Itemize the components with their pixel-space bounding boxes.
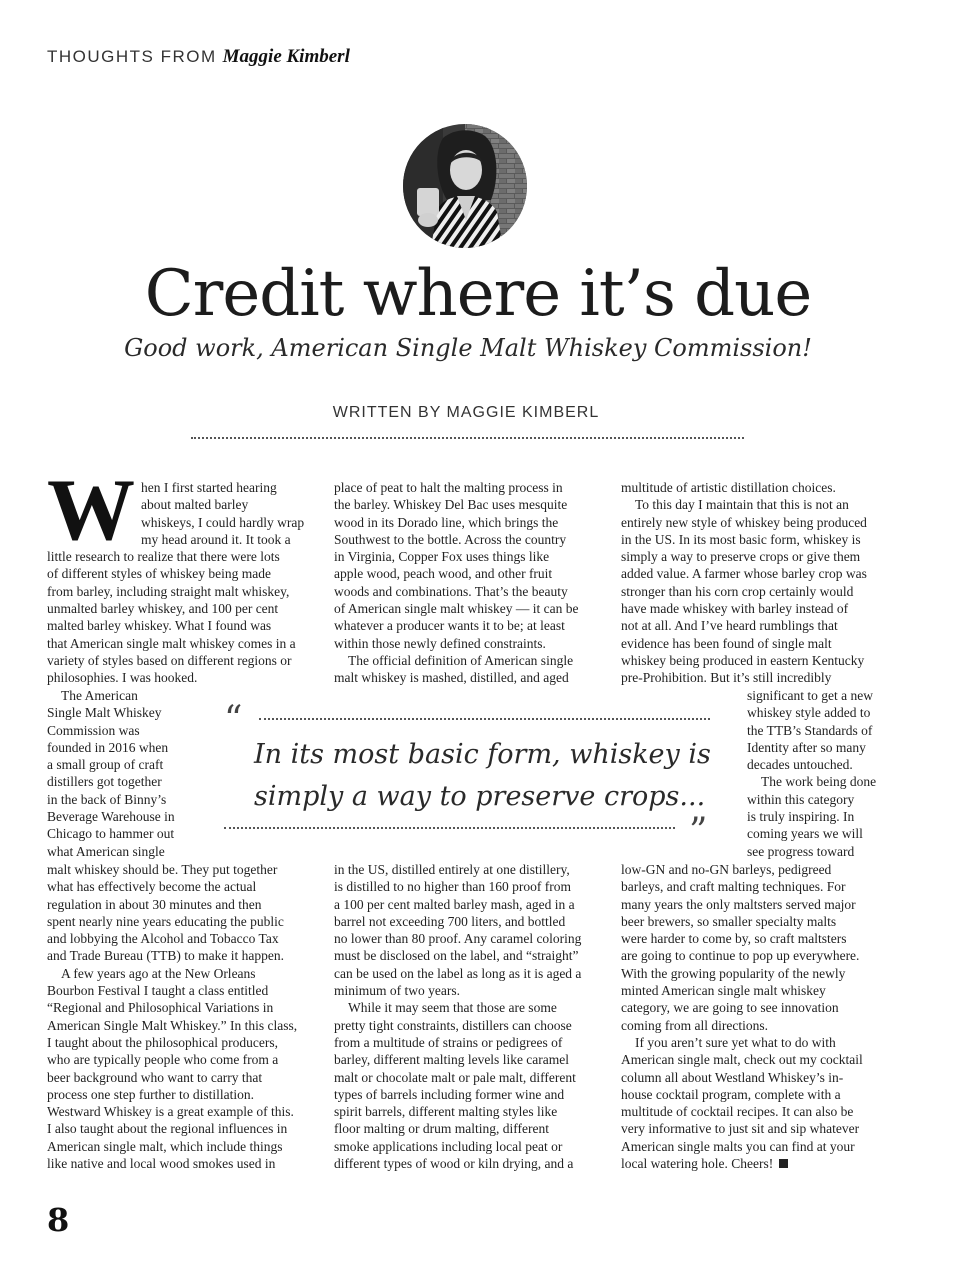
- pull-quote-line: simply a way to preserve crops...: [254, 781, 706, 812]
- pull-quote: [254, 734, 714, 818]
- column-1-bottom: [47, 861, 312, 1172]
- pull-quote-close-mark: ”: [689, 811, 708, 852]
- pull-quote-open-mark: “: [224, 699, 243, 740]
- column-header: [47, 46, 350, 68]
- column-2-top: [334, 479, 604, 687]
- header-author: Maggie Kimberl: [222, 46, 350, 67]
- column-1-paragraph-2-end: malt whiskey should be. They put together what has effectively become the actual regulation in about 30 minutes and then spent nearly nine years educating the public and lobbying the Alcohol and Tobacco Tax and Trade Bureau (TTB) to make it happen.: [47, 862, 284, 964]
- pull-quote-bottom-rule: [224, 827, 675, 829]
- column-1-top: [47, 462, 312, 687]
- article-title: Credit where it’s due: [144, 257, 812, 331]
- drop-cap: W: [47, 462, 135, 559]
- column-3-top: [621, 479, 891, 687]
- column-3-paragraph-2: To this day I maintain that this is not an entirely new style of whiskey being produced in the US. In its most basic form, whiskey is simply a way to preserve crops or give them added value. A farmer whose barley crop was stronger than his corn crop certainly would have made whiskey with barley instead of not at all. And I’ve heard rumblings that evidence has been found of single malt whiskey being produced in eastern Kentucky pre-Prohibition. But it’s still incredibly: [621, 497, 867, 686]
- column-3-paragraph-3-end: low-GN and no-GN barleys, pedigreed barleys, and craft malting techniques. For many years the only maltsters served major beer brewers, so smaller specialty malts were harder to come by, so craft maltsters are going to continue to pop up everywhere. With the growing popularity of the newly minted American single malt whiskey category, we are going to see innovation coming from all directions.: [621, 862, 860, 1033]
- column-1-narrow: [47, 687, 187, 860]
- header-prefix: THOUGHTS FROM: [47, 47, 217, 66]
- byline: WRITTEN BY MAGGIE KIMBERL: [332, 404, 600, 421]
- column-3-narrow: [747, 687, 892, 860]
- column-2-paragraph-4: While it may seem that those are some pretty tight constraints, distillers can choose from a multitude of strains or pedigrees of barley, different malting levels like caramel malt or chocolate malt or pale malt, different types of barrels including former wine and spirit barrels, different malting styles like floor malting or drum malting, different smoke applications including local peat or different types of wood or kiln drying, and a: [334, 1000, 576, 1172]
- column-1-paragraph-3: A few years ago at the New Orleans Bourbon Festival I taught a class entitled “Regional and Philosophical Variations in American Single Malt Whiskey.” In this class, I taught about the philosophical producers, who are typically people who come from a beer background who want to carry that process one step further to distillation. Westward Whiskey is a great example of this. I also taught about the regional influences in American single malt, which include things like native and local wood smokes used in: [47, 965, 298, 1172]
- column-3-paragraph-4: If you aren’t sure yet what to do with American single malt, check out my cocktail column all about Westland Whiskey’s in- house cocktail program, complete with a multitude of cocktail recipes. It can also be very informative to just sit and sip whatever American single malts you can find at your local watering hole. Cheers!: [621, 1034, 863, 1172]
- column-3-paragraph-1: multitude of artistic distillation choices.: [621, 480, 836, 495]
- article-subtitle: Good work, American Single Malt Whiskey Commission!: [124, 334, 812, 362]
- author-portrait-image: [403, 124, 527, 248]
- column-3-bottom: [621, 861, 891, 1172]
- byline-divider: [191, 437, 744, 439]
- column-3-paragraph-2-end: significant to get a new whiskey style added to the TTB’s Standards of Identity after so many decades untouched.: [747, 688, 873, 773]
- page-number: 8: [47, 1201, 70, 1239]
- column-2-bottom: [334, 861, 604, 1172]
- pull-quote-top-rule: [259, 718, 710, 720]
- end-of-article-mark: [779, 1159, 788, 1168]
- column-1-paragraph-1: hen I first started hearing about malted barley whiskeys, I could hardly wrap my head around it. It took a little research to realize that there were lots of different styles of whiskey being made from barley, including straight malt whiskey, unmalted barley whiskey, and 100 per cent malted barley whiskey. What I found was that American single malt whiskey comes in a variety of styles based on different regions or philosophies. I was hooked.: [47, 480, 305, 686]
- pull-quote-line: In its most basic form, whiskey is: [254, 739, 711, 770]
- column-2-paragraph-1: place of peat to halt the malting process in the barley. Whiskey Del Bac uses mesquite wood in its Dorado line, which brings the Southwest to the bottle. Across the country in Virginia, Copper Fox uses things like apple wood, peach wood, and other fruit woods and combinations. That’s the beauty of American single malt whiskey — it can be whatever a producer wants it to be; at least within those newly defined constraints.: [334, 480, 579, 651]
- author-photo: [403, 124, 527, 248]
- column-3-paragraph-3-start: The work being done within this category is truly inspiring. In coming years we will see progress toward: [747, 774, 877, 859]
- column-1-paragraph-2-start: The American Single Malt Whiskey Commission was founded in 2016 when a small group of craft distillers got together in the back of Binny’s Beverage Warehouse in Chicago to hammer out what American single: [47, 688, 175, 859]
- column-2-paragraph-2: The official definition of American single malt whiskey is mashed, distilled, and aged: [334, 652, 574, 686]
- column-2-paragraph-3: in the US, distilled entirely at one distillery, is distilled to no higher than 160 proof from a 100 per cent malted barley mash, aged in a barrel not exceeding 700 liters, and bottled no lower than 80 proof. Any caramel coloring must be disclosed on the label, and “straight” can be used on the label as long as it is aged a minimum of two years.: [334, 862, 582, 999]
